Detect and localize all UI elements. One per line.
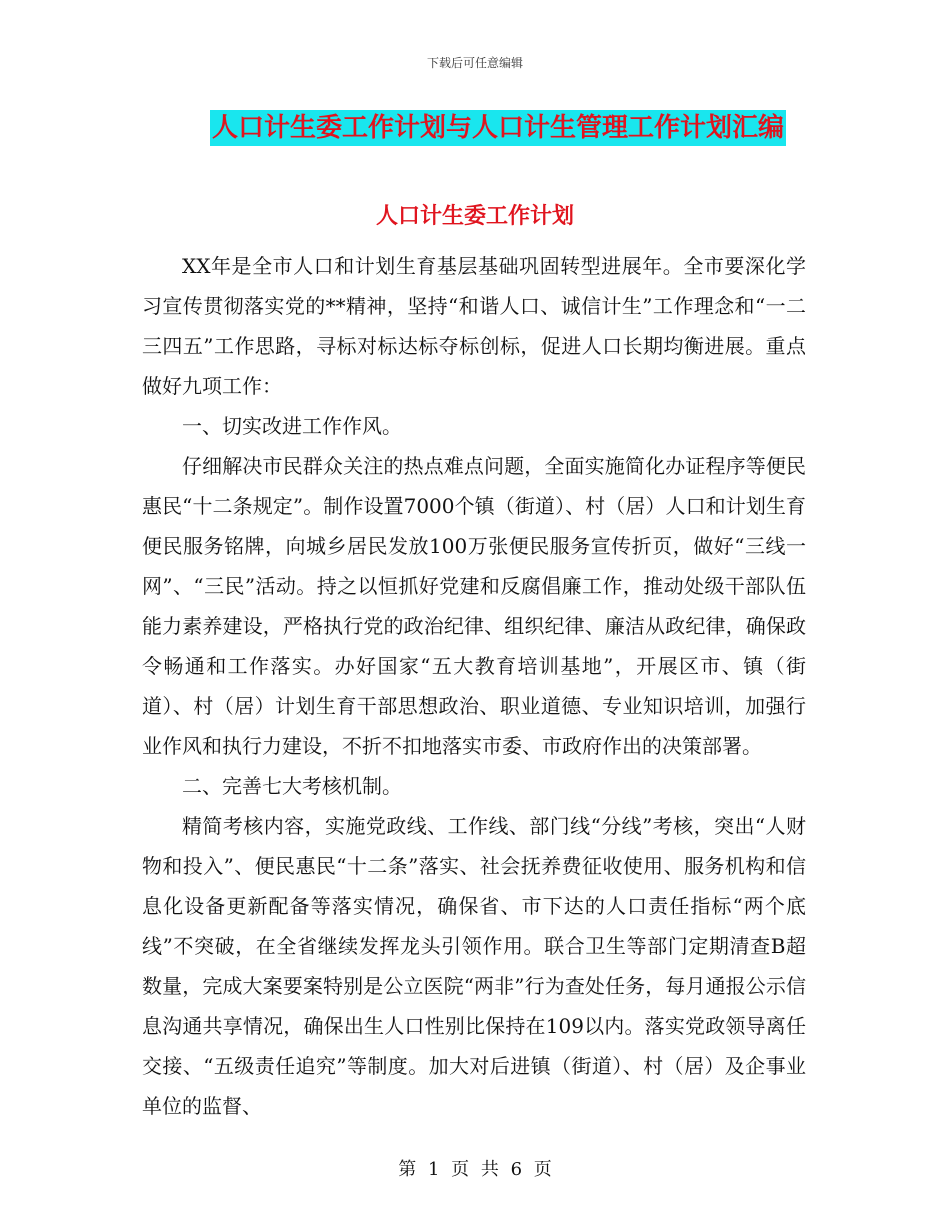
paragraph-assessment: 精简考核内容，实施党政线、工作线、部门线“分线”考核，突出“人财物和投入”、便民惠民“十二条”落实、社会抚养费征收使用、服务机构和信息化设备更新配备等落实情况，确保省、市下达的人口责任指标“两个底线”不突破，在全省继续发挥龙头引领作用。联合卫生等部门定期清查B超数量，完成大案要案特别是公立医院“两非”行为查处任务，每月通报公示信息沟通共享情况，确保出生人口性别比保持在109以内。落实党政领导离任交接、“五级责任追究”等制度。加大对后进镇（街道）、村（居）及企事业单位的监督、 [142, 814, 806, 1118]
section-title: 人口计生委工作计划 [375, 204, 574, 229]
paragraph-intro: XX年是全市人口和计划生育基层基础巩固转型进展年。全市要深化学习宣传贯彻落实党的**精神，坚持“和谐人口、诚信计生”工作理念和“一二三四五”工作思路，寻标对标达标夺标创标，促进人口长期均衡进展。重点做好九项工作： [142, 254, 806, 398]
paragraph-work-style: 仔细解决市民群众关注的热点难点问题，全面实施简化办证程序等便民惠民“十二条规定”。制作设置7000个镇（街道）、村（居）人口和计划生育便民服务铭牌，向城乡居民发放100万张便民服务宣传折页，做好“三线一网”、“三民”活动。持之以恒抓好党建和反腐倡廉工作，推动处级干部队伍能力素养建设，严格执行党的政治纪律、组织纪律、廉洁从政纪律，确保政令畅通和工作落实。办好国家“五大教育培训基地”，开展区市、镇（街道）、村（居）计划生育干部思想政治、职业道德、专业知识培训，加强行业作风和执行力建设，不折不扣地落实市委、市政府作出的决策部署。 [142, 454, 806, 758]
main-title-container [0, 110, 950, 146]
paragraph-heading-2: 二、完善七大考核机制。 [182, 774, 402, 798]
paragraph-heading-1: 一、切实改进工作作风。 [182, 414, 402, 438]
main-title: 人口计生委工作计划与人口计生管理工作计划汇编 [210, 110, 786, 146]
page-header: 下载后可任意编辑 [426, 56, 523, 70]
page-footer: 第 1 页 共 6 页 [398, 1159, 552, 1180]
document-body [142, 246, 806, 1126]
